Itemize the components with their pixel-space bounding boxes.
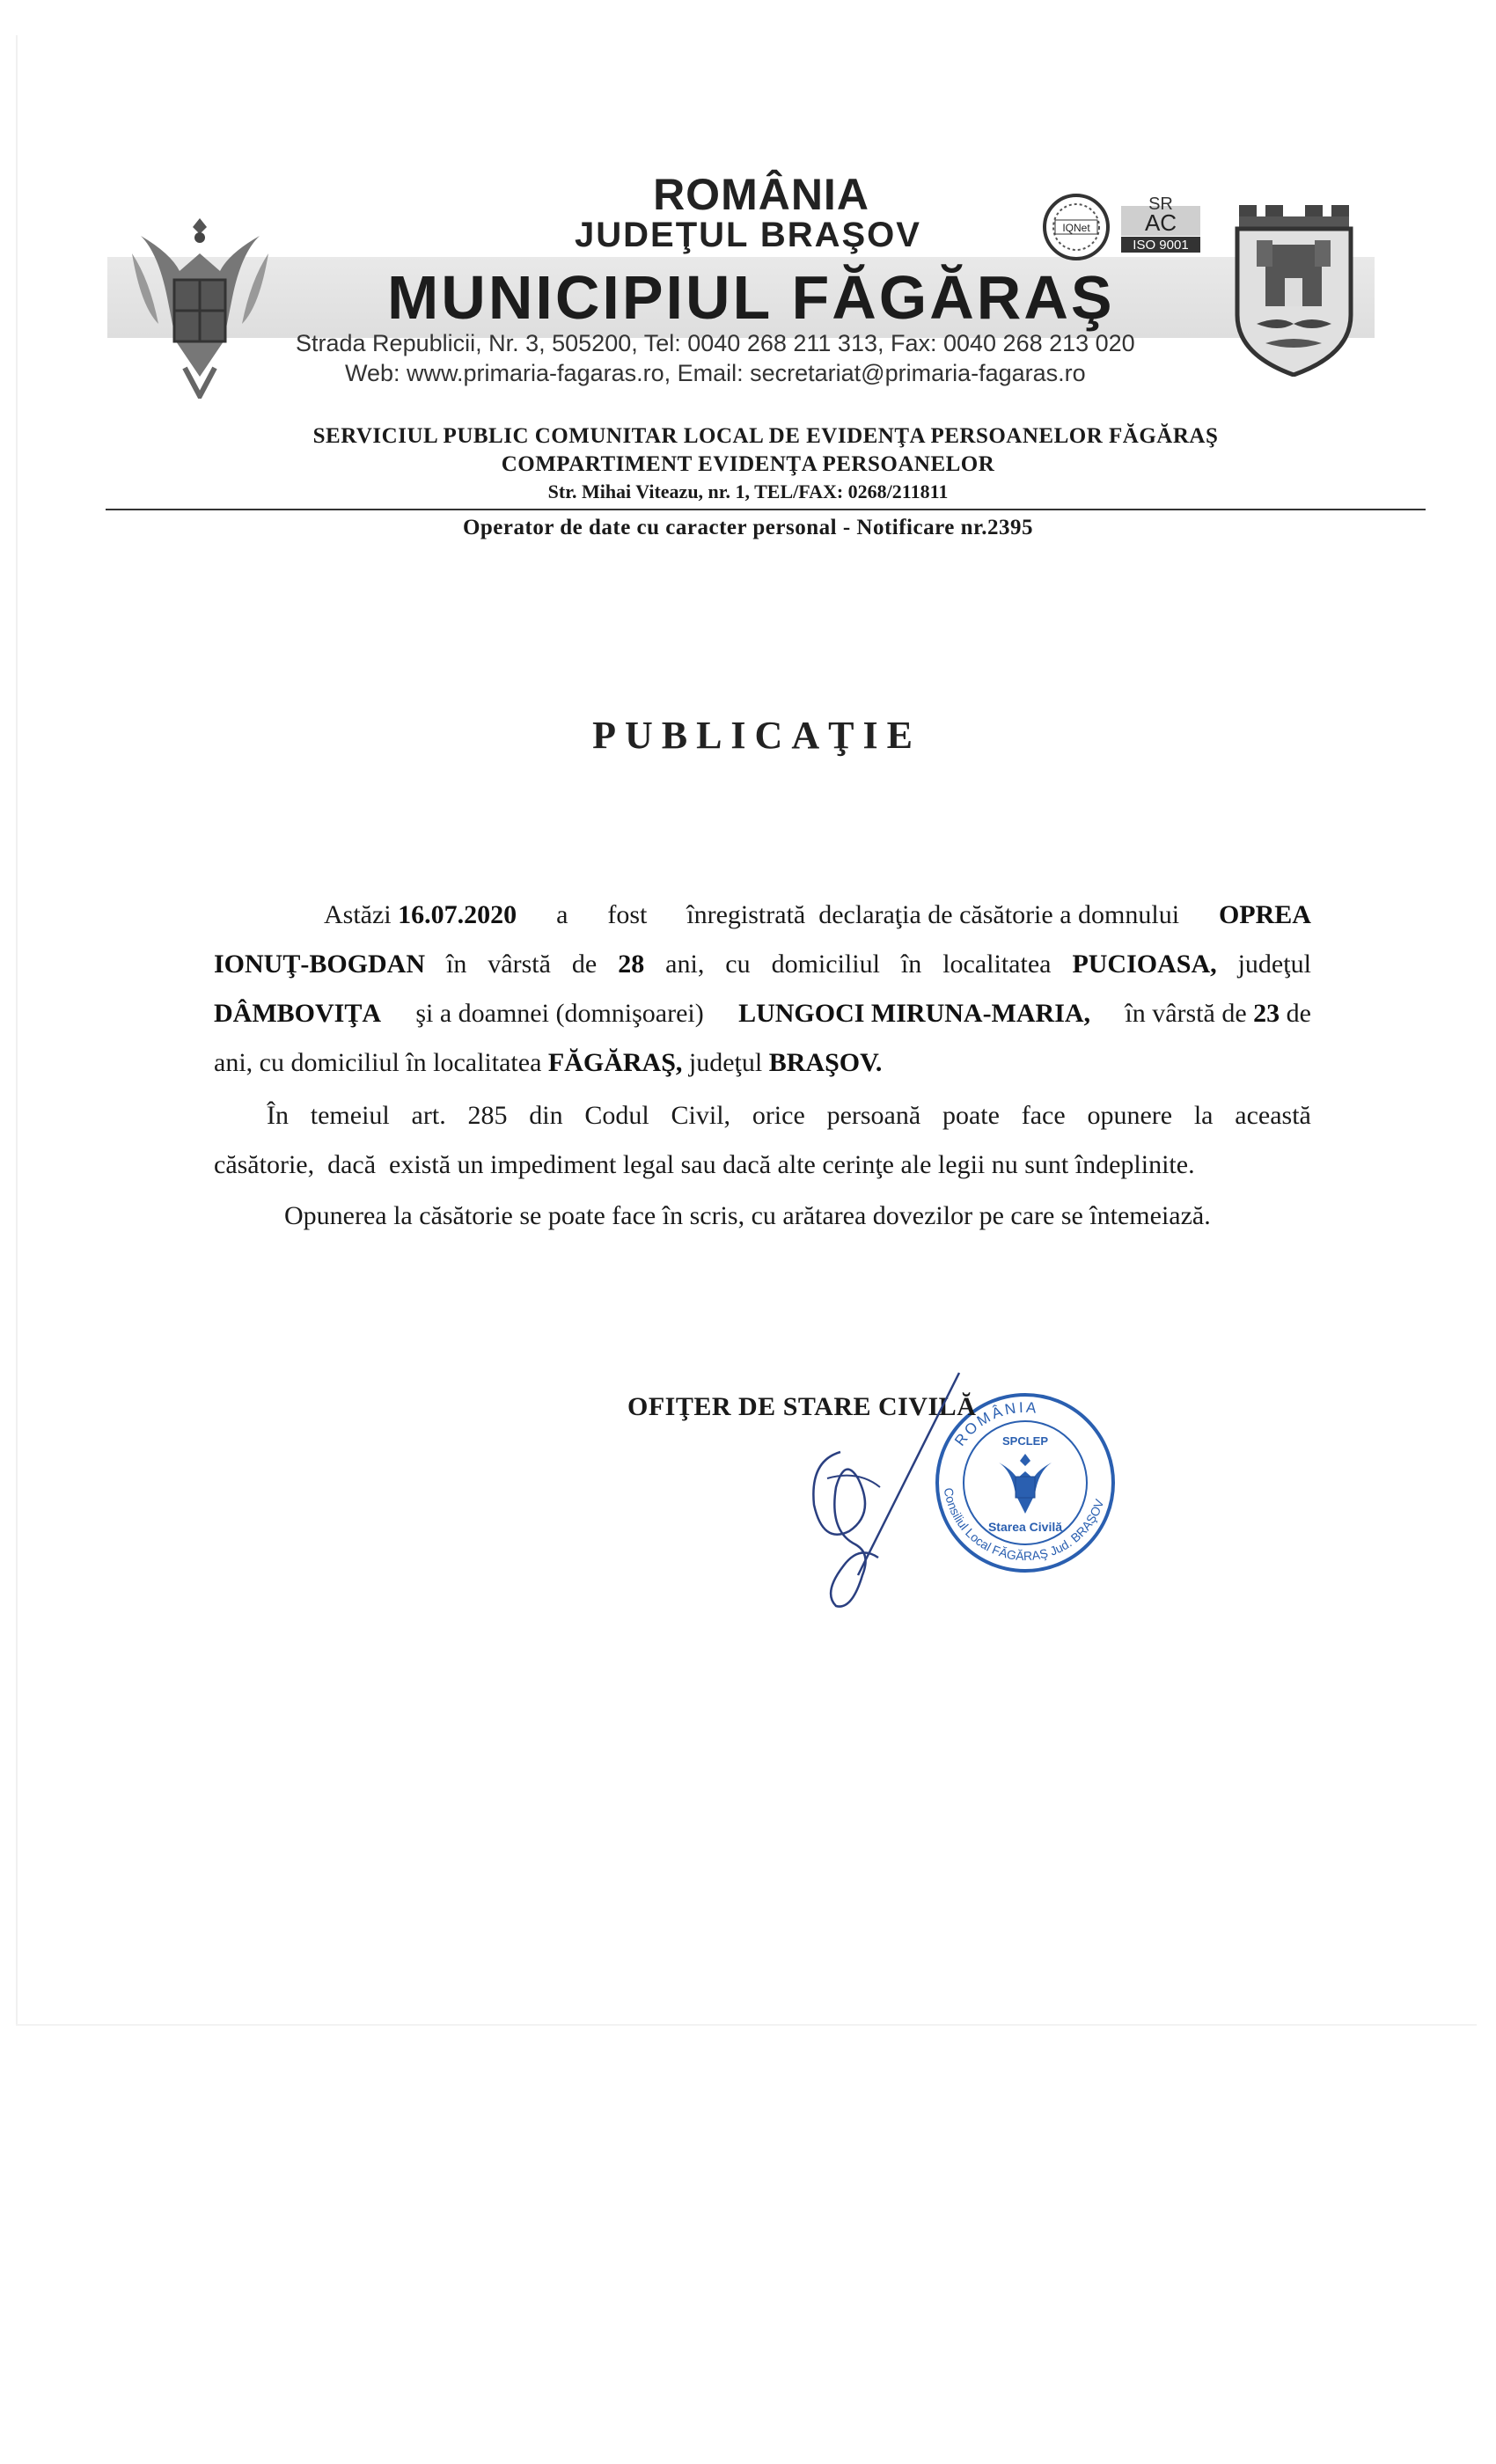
scan-edge	[16, 35, 18, 2024]
srac-logo-mid: AC	[1144, 209, 1177, 236]
groom-age: 28	[618, 950, 645, 979]
opposition-right-line-1	[267, 1100, 1311, 1132]
groom-locality: PUCIOASA,	[1072, 950, 1217, 979]
opposition-word: persoană	[826, 1101, 921, 1130]
service-name: SERVICIUL PUBLIC COMUNITAR LOCAL DE EVIDENŢA PERSOANELOR FĂGĂRAŞ	[312, 424, 1219, 448]
opposition-word: temeiul	[310, 1101, 390, 1130]
data-operator-notice: Operator de date cu caracter personal - Notificare nr.2395	[462, 516, 1034, 539]
bride-name: LUNGOCI MIRUNA-MARIA,	[738, 999, 1091, 1028]
declaration-line-3: DÂMBOVIŢA şi a doamnei (domnişoarei) LUNGOCI MIRUNA-MARIA, în vârstă de 23 de	[214, 999, 1311, 1028]
opposition-word: orice	[752, 1101, 805, 1130]
groom-name-part1: OPREA	[1218, 900, 1311, 929]
header-county: JUDEŢUL BRAŞOV	[575, 216, 921, 254]
opposition-word: Codul	[584, 1101, 649, 1130]
header-country: ROMÂNIA	[653, 170, 869, 219]
handwritten-signature	[774, 1355, 994, 1619]
opposition-word: Civil,	[671, 1101, 731, 1130]
declaration-line-1: Astăzi 16.07.2020 a fost înregistrată declaraţia de căsătorie a domnului OPREA	[324, 900, 1311, 929]
header-address: Strada Republicii, Nr. 3, 505200, Tel: 0040 268 211 313, Fax: 0040 268 213 020	[296, 330, 1135, 356]
groom-county: DÂMBOVIŢA	[214, 999, 382, 1028]
seal-text-top: ROMÂNIA	[951, 1398, 1040, 1449]
civil-officer-label: OFIŢER DE STARE CIVILĂ	[627, 1392, 977, 1421]
seal-inner-text: SPCLEP	[1001, 1434, 1049, 1448]
iqnet-certification-logo	[1041, 192, 1117, 262]
srac-logo-bottom: ISO 9001	[1133, 238, 1189, 253]
srac-iso-certification-logo	[1119, 195, 1202, 253]
opposition-word: opunere	[1087, 1101, 1173, 1130]
opposition-word: la	[1193, 1101, 1214, 1130]
document-title: PUBLICAŢIE	[592, 714, 921, 757]
opposition-right-line-2: căsătorie, dacă există un impediment legal sau dacă alte cerinţe ale legii nu sunt îndeplinite.	[214, 1150, 1195, 1179]
opposition-word: În	[267, 1101, 289, 1130]
opposition-word: poate	[942, 1101, 1000, 1130]
opposition-word: face	[1021, 1101, 1066, 1130]
service-address: Str. Mihai Viteazu, nr. 1, TEL/FAX: 0268/211811	[547, 480, 949, 502]
header-contact-web: Web: www.primaria-fagaras.ro, Email: secretariat@primaria-fagaras.ro	[345, 360, 1086, 386]
bride-county: BRAŞOV.	[768, 1048, 883, 1077]
bride-locality: FĂGĂRAŞ,	[547, 1048, 683, 1077]
opposition-word: 285	[467, 1101, 508, 1130]
opposition-procedure: Opunerea la căsătorie se poate face în scris, cu arătarea dovezilor pe care se întemeiază.	[284, 1201, 1211, 1230]
service-department: COMPARTIMENT EVIDENŢA PERSOANELOR	[501, 452, 995, 476]
srac-logo-top: SR	[1148, 195, 1173, 214]
opposition-word: din	[529, 1101, 563, 1130]
iqnet-logo-text: IQNet	[1062, 222, 1090, 234]
declaration-line-4: ani, cu domiciliul în localitatea FĂGĂRAŞ, judeţul BRAŞOV.	[214, 1048, 883, 1077]
declaration-date: 16.07.2020	[398, 900, 517, 929]
seal-center-text: Starea Civilă	[987, 1520, 1063, 1534]
header-municipality: MUNICIPIUL FĂGĂRAŞ	[387, 263, 1115, 332]
opposition-word: această	[1235, 1101, 1311, 1130]
bride-age: 23	[1253, 999, 1280, 1028]
scan-bottom-edge	[16, 2024, 1477, 2026]
groom-name-part2: IONUŢ-BOGDAN	[214, 950, 426, 979]
opposition-word: art.	[411, 1101, 446, 1130]
declaration-line-2: IONUŢ-BOGDAN în vârstă de 28 ani, cu domiciliul în localitatea PUCIOASA, judeţul	[214, 950, 1311, 979]
service-divider	[106, 509, 1426, 510]
seal-ring-text: Consiliul Local FĂGĂRAŞ Jud. BRAŞOV	[941, 1486, 1107, 1564]
